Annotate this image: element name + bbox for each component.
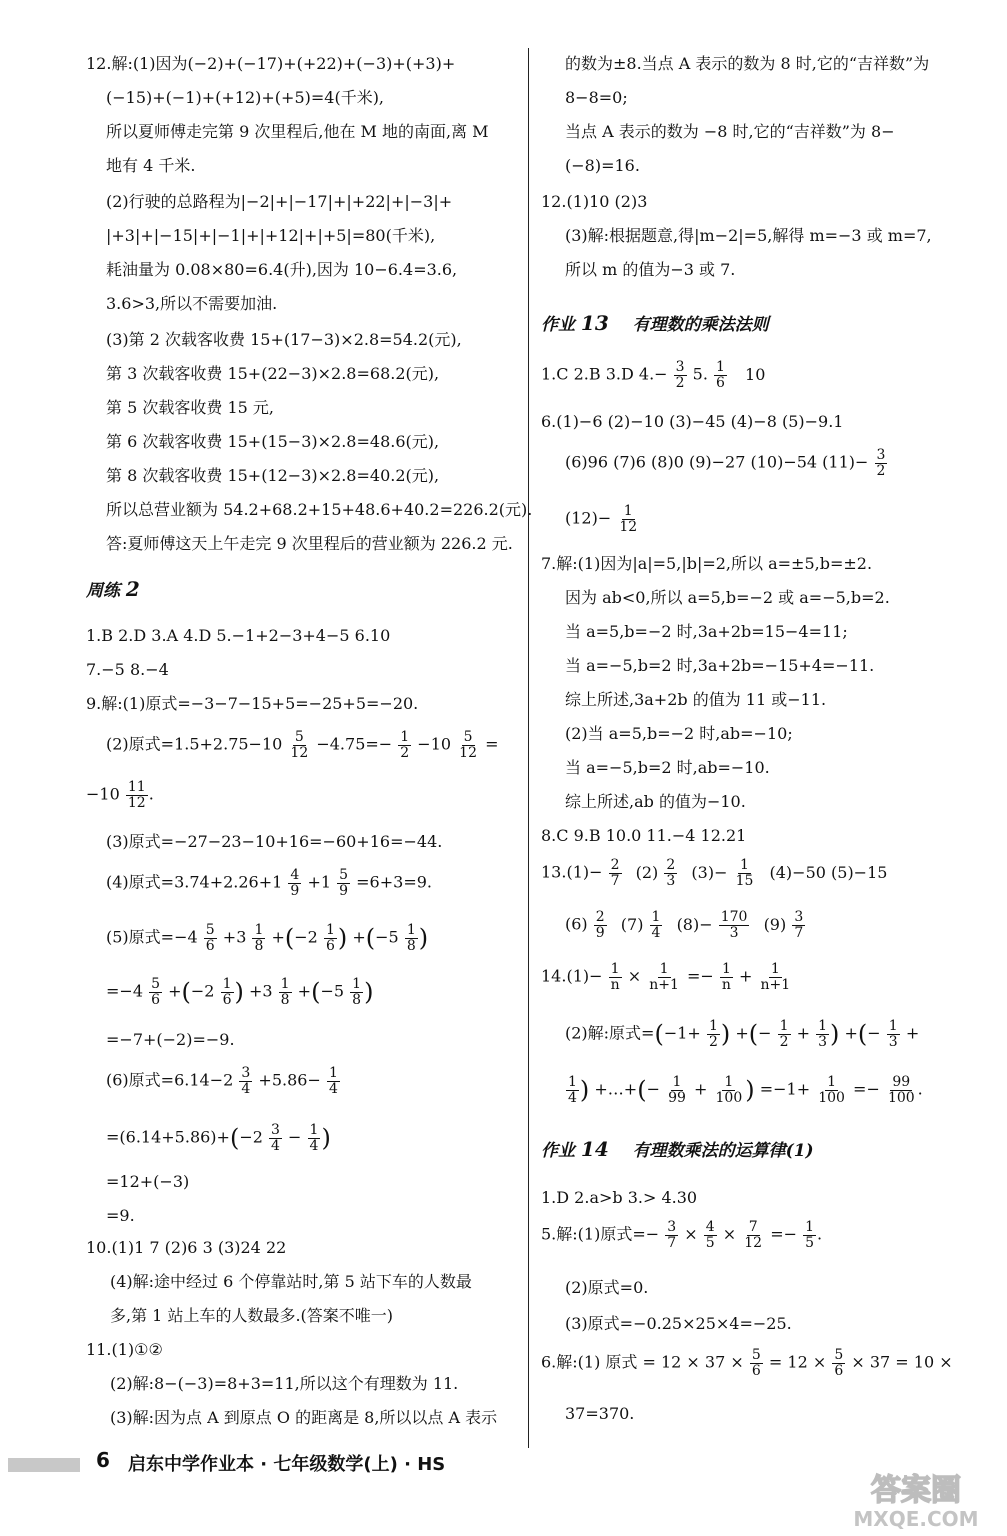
num: 1 bbox=[352, 975, 362, 992]
num: 1 bbox=[724, 1073, 734, 1090]
den: 6 bbox=[716, 374, 725, 391]
book-title: 启东中学作业本 · 七年级数学(上) · HS bbox=[128, 1454, 446, 1475]
num: 5 bbox=[834, 1347, 844, 1363]
fraction bbox=[664, 858, 677, 888]
num: 4 bbox=[705, 1219, 715, 1235]
text-line: 11.(1)①② bbox=[86, 1340, 163, 1359]
text: 6.解:(1) 原式 = 12 × 37 × bbox=[541, 1352, 744, 1372]
fraction bbox=[714, 1075, 745, 1105]
fraction bbox=[324, 923, 337, 953]
text-line: 当点 A 表示的数为 −8 时,它的“吉祥数”为 8− bbox=[565, 122, 895, 141]
text-line: (4)解:途中经过 6 个停靠站时,第 5 站下车的人数最 bbox=[110, 1272, 472, 1291]
text: (2)解:原式= bbox=[565, 1023, 655, 1043]
fraction bbox=[734, 858, 756, 888]
fraction bbox=[647, 962, 681, 992]
den: 3 bbox=[818, 1033, 828, 1050]
text: + bbox=[844, 1023, 858, 1043]
text-line: =−7+(−2)=−9. bbox=[106, 1030, 235, 1049]
den: n bbox=[721, 976, 731, 993]
text: −5 bbox=[375, 927, 399, 947]
text: (4)−50 (5)−15 bbox=[769, 862, 888, 882]
text: −1+ bbox=[663, 1023, 701, 1043]
fraction bbox=[875, 448, 888, 478]
formula-line bbox=[541, 858, 887, 888]
fraction bbox=[609, 962, 622, 992]
text-line: (−15)+(−1)+(+12)+(+5)=4(千米), bbox=[106, 88, 385, 107]
text: −4.75=− bbox=[316, 734, 393, 754]
den: 8 bbox=[280, 991, 290, 1008]
fraction bbox=[742, 1220, 764, 1250]
den: 6 bbox=[751, 1362, 761, 1379]
den: 3 bbox=[888, 1033, 898, 1050]
formula-line bbox=[86, 730, 498, 760]
text-line: 6.(1)−6 (2)−10 (3)−45 (4)−8 (5)−9.1 bbox=[541, 412, 844, 431]
text: −10 bbox=[86, 784, 120, 804]
text: + bbox=[905, 1023, 920, 1043]
den: 6 bbox=[205, 937, 215, 954]
fraction bbox=[778, 1019, 791, 1049]
text-line: 答:夏师傅这天上午走完 9 次里程后的营业额为 226.2 元. bbox=[106, 534, 513, 553]
fraction bbox=[666, 1075, 688, 1105]
text-line: 1.D 2.a>b 3.> 4.30 bbox=[541, 1188, 698, 1207]
num: 170 bbox=[720, 909, 748, 925]
fraction bbox=[288, 868, 301, 898]
text: =6+3=9. bbox=[356, 872, 432, 892]
text-line: 37=370. bbox=[565, 1404, 635, 1423]
formula-line: −10 $\frac{11}{12}$ . bbox=[86, 779, 154, 811]
text: =− bbox=[770, 1224, 797, 1244]
watermark-logo bbox=[836, 1470, 996, 1532]
fraction bbox=[239, 1066, 252, 1096]
text-line: 12.(1)10 (2)3 bbox=[541, 192, 648, 211]
text-line: 当 a=−5,b=2 时,3a+2b=−15+4=−11. bbox=[565, 656, 875, 675]
den: 100 bbox=[818, 1089, 845, 1106]
num: 3 bbox=[675, 359, 685, 375]
text: + bbox=[739, 966, 753, 986]
num: 11 bbox=[127, 779, 146, 795]
fraction bbox=[609, 858, 622, 888]
den: 4 bbox=[651, 924, 661, 941]
text: = bbox=[485, 734, 499, 754]
text-line: 的数为±8.当点 A 表示的数为 8 时,它的“吉祥数”为 bbox=[565, 54, 930, 73]
num: 2 bbox=[595, 909, 605, 925]
formula-line bbox=[86, 1066, 341, 1096]
num: 1 bbox=[779, 1017, 789, 1034]
text-line: 所以夏师傅走完第 9 次里程后,他在 M 地的南面,离 M bbox=[106, 122, 489, 141]
num: 1 bbox=[770, 961, 780, 977]
formula-line: =(6.14+5.86)+(−2 $\frac{3}{4}$ − $\frac{1}{4}$ ) bbox=[106, 1121, 331, 1154]
num: 3 bbox=[271, 1121, 280, 1138]
den: 9 bbox=[595, 924, 605, 941]
text: − bbox=[867, 1023, 881, 1043]
fraction bbox=[566, 1075, 579, 1105]
den: n+1 bbox=[760, 976, 791, 993]
den: 8 bbox=[406, 937, 416, 954]
num: 1 bbox=[716, 359, 725, 375]
num: 1 bbox=[659, 961, 669, 977]
text: 5. bbox=[692, 364, 708, 384]
num: 1 bbox=[328, 1065, 338, 1081]
num: 3 bbox=[241, 1065, 251, 1081]
num: 1 bbox=[406, 921, 416, 938]
fraction bbox=[714, 360, 727, 390]
num: 5 bbox=[294, 729, 304, 745]
num: 1 bbox=[400, 729, 410, 745]
den: 4 bbox=[568, 1089, 577, 1106]
num: 1 bbox=[610, 961, 620, 977]
den: 7 bbox=[794, 924, 804, 941]
num: 5 bbox=[151, 975, 161, 992]
formula-line: (2)解:原式=(−1+ $\frac{1}{2}$ ) +(− $\frac{1}{2}$ + $\frac{1}{3}$ ) +(− $\frac{1}{3}$ + bbox=[565, 1017, 920, 1050]
text: × 37 = 10 × bbox=[851, 1352, 953, 1372]
text-line: 10.(1)1 7 (2)6 3 (3)24 22 bbox=[86, 1238, 287, 1257]
num: 1 bbox=[818, 1017, 828, 1034]
text: − bbox=[288, 1127, 302, 1147]
fraction bbox=[803, 1220, 816, 1250]
den: 9 bbox=[339, 882, 349, 899]
fraction bbox=[704, 1220, 717, 1250]
text-line: 9.解:(1)原式=−3−7−15+5=−25+5=−20. bbox=[86, 694, 419, 713]
fraction bbox=[719, 910, 750, 940]
text: + bbox=[271, 927, 285, 947]
fraction bbox=[350, 977, 363, 1007]
section-number: 14 bbox=[580, 1137, 609, 1161]
den: 5 bbox=[805, 1234, 815, 1251]
text: 14.(1)− bbox=[541, 966, 603, 986]
formula-line bbox=[541, 962, 793, 992]
text-line: 8.C 9.B 10.0 11.−4 12.21 bbox=[541, 826, 747, 845]
text-line: (2)原式=0. bbox=[565, 1278, 649, 1297]
section-name: 有理数乘法的运算律(1) bbox=[632, 1141, 814, 1161]
num: 1 bbox=[309, 1121, 319, 1138]
text-line: 综上所述,3a+2b 的值为 11 或−11. bbox=[565, 690, 827, 709]
text: × bbox=[684, 1224, 698, 1244]
text: + bbox=[796, 1023, 811, 1043]
text: 13.(1)− bbox=[541, 862, 603, 882]
fraction bbox=[650, 910, 663, 940]
den: 7 bbox=[610, 872, 620, 889]
formula-line bbox=[541, 448, 888, 478]
text-line: 综上所述,ab 的值为−10. bbox=[565, 792, 746, 811]
formula-line: $\frac{1}{4}$ ) +…+(− $\frac{1}{99}$ + $\frac{1}{100}$ ) =−1+ $\frac{1}{100}$ =− $\frac{99}{100}$ . bbox=[568, 1073, 923, 1106]
text: (7) bbox=[620, 914, 644, 934]
text-line: (3)解:因为点 A 到原点 O 的距离是 8,所以以点 A 表示 bbox=[110, 1408, 498, 1427]
fraction bbox=[887, 1019, 900, 1049]
num: 5 bbox=[205, 921, 215, 938]
fraction bbox=[279, 977, 292, 1007]
text: (4)原式=3.74+2.26+1 bbox=[106, 872, 283, 892]
num: 2 bbox=[666, 857, 676, 873]
text: − bbox=[758, 1023, 772, 1043]
text-line: 地有 4 千米. bbox=[106, 156, 196, 175]
watermark-text-top: 答案圈 bbox=[871, 1473, 961, 1508]
text-line: 当 a=5,b=−2 时,3a+2b=15−4=11; bbox=[565, 622, 848, 641]
formula-line bbox=[86, 868, 432, 898]
text: +3 bbox=[248, 981, 273, 1001]
num: 2 bbox=[610, 857, 620, 873]
num: 3 bbox=[794, 909, 804, 925]
fraction bbox=[337, 868, 350, 898]
num: 1 bbox=[222, 975, 232, 992]
den: 6 bbox=[151, 991, 161, 1008]
formula-line: (5)原式=−4 $\frac{5}{6}$ +3 $\frac{1}{8}$ +(−2 $\frac{1}{6}$ ) +(−5 $\frac{1}{8}$ ) bbox=[106, 921, 429, 954]
text: +5.86− bbox=[258, 1070, 321, 1090]
den: 3 bbox=[666, 872, 676, 889]
num: 1 bbox=[721, 961, 731, 977]
text: 1.C 2.B 3.D 4.− bbox=[541, 364, 668, 384]
text-line: (2)解:8−(−3)=8+3=11,所以这个有理数为 11. bbox=[110, 1374, 459, 1393]
den: 3 bbox=[729, 924, 739, 941]
text: (12)− bbox=[565, 508, 612, 528]
text-line: 8−8=0; bbox=[565, 88, 628, 107]
den: 2 bbox=[708, 1033, 718, 1050]
text-line: 当 a=−5,b=2 时,ab=−10. bbox=[565, 758, 770, 777]
den: 100 bbox=[715, 1089, 743, 1106]
fraction bbox=[288, 730, 310, 760]
text: + bbox=[352, 927, 366, 947]
den: 8 bbox=[254, 937, 264, 954]
text: (3)− bbox=[691, 862, 728, 882]
den: 5 bbox=[705, 1234, 715, 1251]
text-line: |+3|+|−15|+|−1|+|+12|+|+5|=80(千米), bbox=[106, 226, 436, 245]
den: 6 bbox=[325, 937, 335, 954]
num: 5 bbox=[751, 1347, 761, 1363]
text: +1 bbox=[307, 872, 332, 892]
den: 4 bbox=[328, 1080, 338, 1097]
den: 7 bbox=[667, 1234, 677, 1251]
section-label: 作业 bbox=[541, 315, 575, 335]
section-name: 有理数的乘法法则 bbox=[632, 315, 769, 335]
num: 7 bbox=[748, 1219, 758, 1235]
text-line: 第 5 次载客收费 15 元, bbox=[106, 398, 274, 417]
den: 12 bbox=[619, 518, 638, 535]
num: 1 bbox=[827, 1073, 837, 1090]
fraction bbox=[252, 923, 265, 953]
page-number: 6 bbox=[96, 1448, 110, 1472]
num: 1 bbox=[805, 1219, 815, 1235]
text-line: 7.解:(1)因为|a|=5,|b|=2,所以 a=±5,b=±2. bbox=[541, 554, 873, 573]
num: 4 bbox=[290, 867, 300, 883]
text: (2) bbox=[635, 862, 659, 882]
num: 1 bbox=[254, 921, 264, 938]
text: 10 bbox=[745, 364, 766, 384]
fraction bbox=[816, 1019, 829, 1049]
den: 12 bbox=[290, 744, 309, 761]
den: n bbox=[610, 976, 620, 993]
text-line: 因为 ab<0,所以 a=5,b=−2 或 a=−5,b=2. bbox=[565, 588, 890, 607]
text: =−4 bbox=[106, 981, 143, 1001]
text-line: 所以 m 的值为−3 或 7. bbox=[565, 260, 736, 279]
den: 8 bbox=[352, 991, 362, 1008]
text-line: 所以总营业额为 54.2+68.2+15+48.6+40.2=226.2(元). bbox=[106, 500, 533, 519]
num: 3 bbox=[667, 1219, 677, 1235]
text-line: 3.6>3,所以不需要加油. bbox=[106, 294, 278, 313]
section-number: 13 bbox=[580, 311, 609, 335]
text: 5.解:(1)原式=− bbox=[541, 1224, 660, 1244]
footer-bar bbox=[8, 1458, 80, 1472]
text-line: 12.解:(1)因为(−2)+(−17)+(+22)+(−3)+(+3)+ bbox=[86, 54, 456, 73]
den: 12 bbox=[459, 744, 477, 761]
den: 2 bbox=[876, 462, 886, 479]
text: × bbox=[722, 1224, 737, 1244]
fraction bbox=[720, 962, 733, 992]
fraction bbox=[149, 977, 162, 1007]
text: +3 bbox=[222, 927, 247, 947]
fraction bbox=[617, 504, 639, 534]
text-line: 第 3 次载客收费 15+(22−3)×2.8=68.2(元), bbox=[106, 364, 440, 383]
text: × bbox=[627, 966, 642, 986]
num: 1 bbox=[651, 909, 661, 925]
text-line: 7.−5 8.−4 bbox=[86, 660, 169, 679]
text: (6)原式=6.14−2 bbox=[106, 1070, 234, 1090]
watermark-text-bottom: MXQE.COM bbox=[853, 1507, 979, 1531]
text-line: =12+(−3) bbox=[106, 1172, 190, 1191]
text: −2 bbox=[294, 927, 318, 947]
text: =−1+ bbox=[759, 1079, 811, 1099]
text: + bbox=[735, 1023, 749, 1043]
num: 1 bbox=[280, 975, 290, 992]
fraction bbox=[594, 910, 607, 940]
fraction bbox=[759, 962, 793, 992]
fraction bbox=[204, 923, 217, 953]
text: −5 bbox=[320, 981, 345, 1001]
section-title bbox=[541, 308, 769, 339]
den: 12 bbox=[127, 794, 146, 811]
fraction bbox=[665, 1220, 678, 1250]
fraction bbox=[457, 730, 479, 760]
fraction bbox=[405, 923, 418, 953]
num: 1 bbox=[325, 921, 335, 938]
den: 6 bbox=[222, 991, 232, 1008]
num: 3 bbox=[876, 447, 886, 463]
formula-line: =−4 $\frac{5}{6}$ +(−2 $\frac{1}{6}$ ) +3 $\frac{1}{8}$ +(−5 $\frac{1}{8}$ ) bbox=[106, 975, 374, 1008]
text: =− bbox=[686, 966, 714, 986]
num: 1 bbox=[623, 503, 633, 519]
text: + bbox=[694, 1079, 708, 1099]
text-line: 第 6 次载客收费 15+(15−3)×2.8=48.6(元), bbox=[106, 432, 440, 451]
text: + bbox=[168, 981, 182, 1001]
text-line: (3)第 2 次载客收费 15+(17−3)×2.8=54.2(元), bbox=[106, 330, 462, 349]
text-line: 第 8 次载客收费 15+(12−3)×2.8=40.2(元), bbox=[106, 466, 440, 485]
fraction bbox=[750, 1348, 763, 1378]
den: 15 bbox=[735, 872, 754, 889]
text: − bbox=[646, 1079, 660, 1099]
text: =− bbox=[853, 1079, 880, 1099]
den: 12 bbox=[744, 1234, 763, 1251]
fraction bbox=[792, 910, 805, 940]
den: n+1 bbox=[649, 976, 679, 993]
column-divider bbox=[528, 48, 529, 1448]
text-line: (2)行驶的总路程为|−2|+|−17|+|+22|+|−3|+ bbox=[106, 192, 453, 211]
fraction bbox=[126, 780, 148, 810]
formula-line bbox=[541, 504, 640, 534]
den: 4 bbox=[309, 1137, 319, 1154]
num: 5 bbox=[339, 867, 349, 883]
formula-line bbox=[541, 1348, 953, 1378]
formula-line: 5.解:(1)原式=− $\frac{3}{7}$ × $\frac{4}{5}$ × $\frac{7}{12}$ =− $\frac{1}{5}$ . bbox=[541, 1219, 823, 1251]
fraction bbox=[886, 1075, 917, 1105]
text: (9) bbox=[763, 914, 787, 934]
den: 6 bbox=[834, 1362, 844, 1379]
text-line: (−8)=16. bbox=[565, 156, 640, 175]
num: 1 bbox=[568, 1073, 577, 1090]
num: 99 bbox=[892, 1073, 911, 1090]
den: 2 bbox=[675, 374, 685, 391]
section-title bbox=[86, 574, 140, 605]
text-line: 1.B 2.D 3.A 4.D 5.−1+2−3+4−5 6.10 bbox=[86, 626, 391, 645]
den: 100 bbox=[887, 1089, 915, 1106]
text-line: =9. bbox=[106, 1206, 135, 1225]
section-label: 周练 bbox=[86, 581, 120, 601]
num: 1 bbox=[672, 1073, 682, 1090]
den: 2 bbox=[400, 744, 410, 761]
formula-line bbox=[541, 910, 806, 940]
fraction bbox=[707, 1019, 720, 1049]
den: 99 bbox=[668, 1089, 686, 1106]
text-line: 多,第 1 站上车的人数最多.(答案不唯一) bbox=[110, 1306, 394, 1325]
text: (5)原式=−4 bbox=[106, 927, 198, 947]
text: −2 bbox=[239, 1127, 263, 1147]
den: 9 bbox=[290, 882, 300, 899]
text: =(6.14+5.86)+ bbox=[106, 1127, 230, 1147]
fraction bbox=[832, 1348, 845, 1378]
section-number: 2 bbox=[125, 577, 140, 601]
fraction bbox=[221, 977, 234, 1007]
fraction bbox=[398, 730, 411, 760]
text: −2 bbox=[190, 981, 215, 1001]
text: (2)原式=1.5+2.75−10 bbox=[106, 734, 283, 754]
text: = 12 × bbox=[768, 1352, 827, 1372]
num: 1 bbox=[888, 1017, 898, 1034]
formula-line bbox=[541, 360, 765, 390]
den: 2 bbox=[779, 1033, 789, 1050]
den: 4 bbox=[271, 1137, 280, 1154]
fraction bbox=[327, 1066, 340, 1096]
den: 4 bbox=[241, 1080, 251, 1097]
section-title bbox=[541, 1134, 814, 1165]
num: 1 bbox=[740, 857, 749, 873]
text: +…+ bbox=[594, 1079, 638, 1099]
num: 1 bbox=[708, 1017, 718, 1034]
num: 5 bbox=[463, 729, 473, 745]
fraction bbox=[269, 1123, 282, 1153]
section-label: 作业 bbox=[541, 1141, 575, 1161]
text-line: 耗油量为 0.08×80=6.4(升),因为 10−6.4=3.6, bbox=[106, 260, 458, 279]
text-line: (3)解:根据题意,得|m−2|=5,解得 m=−3 或 m=7, bbox=[565, 226, 932, 245]
fraction bbox=[674, 360, 687, 390]
text: (6)96 (7)6 (8)0 (9)−27 (10)−54 (11)− bbox=[565, 452, 869, 472]
text: −10 bbox=[417, 734, 452, 754]
fraction bbox=[308, 1123, 321, 1153]
text-line: (2)当 a=5,b=−2 时,ab=−10; bbox=[565, 724, 793, 743]
text: (6) bbox=[565, 914, 588, 934]
text: (8)− bbox=[676, 914, 713, 934]
fraction bbox=[816, 1075, 847, 1105]
text: + bbox=[297, 981, 312, 1001]
text-line: (3)原式=−27−23−10+16=−60+16=−44. bbox=[106, 832, 443, 851]
text-line: (3)原式=−0.25×25×4=−25. bbox=[565, 1314, 792, 1333]
